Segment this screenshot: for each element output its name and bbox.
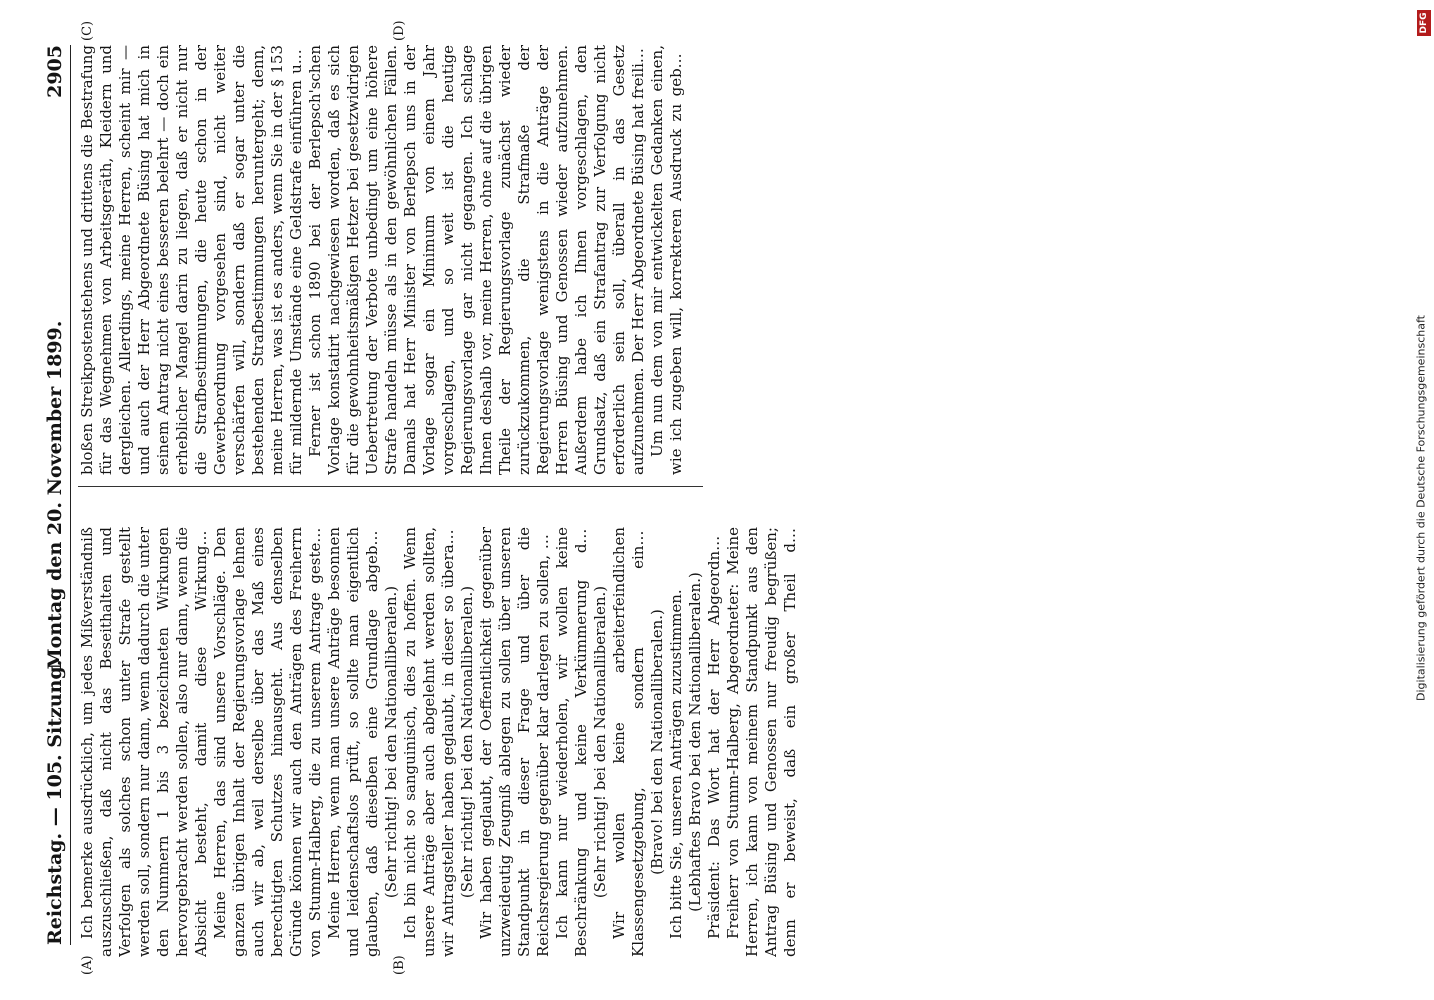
page-header [40,45,71,945]
dfg-logo-text: DFG [1419,12,1429,34]
paragraph: Meine Herren, das sind unsere Vorschläge. Den ganzen übrigen Inhalt der Regierungsvorlage lehnen auch wir ab, weil derselbe über das Maß eines berechtigten Schutzes hinausgeht. Aus denselben Gründe können wir auch den Anträgen des Freiherrn von Stumm-Halberg, die zu unserem Antrage gestellt [211,527,324,957]
paragraph: bloßen Streikpostenstehens und drittens die Bestrafung für das Wegnehmen von Arbeitsgeräth, Kleidern und dergleichen. Allerdings, meine Herren, scheint mir — und auch der Herr Abgeordnete Büsing hat mich in seinem Antrag nicht eines besseren belehrt — doch ein erheblicher Mangel darin zu liegen, daß er nicht nur die Strafbestimmungen, die heute schon in der Gewerbeordnung vorgesehen sind, nicht weiter verschärfen will, sondern daß er sogar unter die bestehenden Strafbestimmungen heruntergeht; denn, meine Herren, was ist es anders, wenn Sie in der § 153 für mildernde Umstände eine Geldstrafe einführen und [78,45,305,475]
rotated-newspaper-page [32,20,1402,975]
paragraph: Ferner ist schon 1890 bei der Berlepsch'schen Vorlage konstatirt nachgewiesen worden, daß es sich für die gewohnheitsmäßigen Hetzer bei gesetzwidrigen Uebertretung der Verbote unbedingt um eine höhere Strafe handeln müsse als in den gewöhnlichen Fällen. Damals hat Herr Minister von Berlepsch uns in der Vorlage sogar ein Minimum von einem Jahr vorgeschlagen, und so weit ist die heutige Regierungsvorlage gar nicht gegangen. Ich schlage Ihnen deshalb vor, meine Herren, ohne auf die übrigen Theile der Regierungsvorlage zunächst wieder zurückzukommen, die Strafmaße der Regierungsvorlage wenigstens in die Anträge der Herren Büsing und Genossen wieder aufzunehmen. Außerdem habe ich Ihnen vorgeschlagen, den Grundsatz, daß ein Strafantrag zur Verfolgung nicht erforderlich sein soll, überall in das Gesetz aufzunehmen. Der Herr Abgeordnete Büsing hat freilich [306,45,647,475]
dfg-logo [1417,10,1431,36]
interjection: (Bravo! bei den Nationalliberalen.) [648,609,666,875]
margin-mark-d: (D) [392,20,407,41]
paragraph: Ich bitte Sie, unseren Anträgen zuzustimmen. [667,589,685,939]
margin-mark-a: (A) [80,955,95,975]
interjection: (Sehr richtig! bei den Nationalliberalen.) [591,585,609,899]
margin-mark-b: (B) [392,955,407,975]
header-date: Montag den 20. November 1899. [44,320,66,670]
paragraph: Freiherr von Stumm-Halberg, Abgeordneter: Meine Herren, ich kann von meinem Standpunkt aus den Antrag Büsing und Genossen nur freudig begrüßen; denn er beweist, daß ein großer Theil der [724,527,799,957]
page-number: 2905 [44,45,66,98]
interjection: (Lebhaftes Bravo bei den Nationalliberalen.) [686,572,704,912]
digitization-note [1410,8,1432,992]
paragraph: Wir wollen keine arbeiterfeindlichen Klassengesetzgebung, sondern einen [610,527,647,957]
header-left: Reichstag. — 105. Sitzung. [44,659,66,945]
paragraph: Ich bemerke ausdrücklich, um jedes Mißverständniß auszuschließen, daß nicht das Beseithalten und Verfolgen als solches schon unter Strafe gestellt werden soll, sondern nur dann, wenn dadurch die unter den Nummern 1 bis 3 bezeichneten Wirkungen hervorgebracht werden sollen, also nur dann, wenn die Absicht besteht, damit diese Wirkungen [78,527,210,957]
interjection: (Sehr richtig! bei den Nationalliberalen.) [458,585,476,899]
text-column-left [78,527,799,957]
paragraph: Meine Herren, wenn man unsere Anträge besonnen und leidenschaftslos prüft, so sollte man eigentlich glauben, daß dieselben eine Grundlage abgeben [325,527,381,957]
column-divider [78,486,703,487]
interjection: (Sehr richtig! bei den Nationalliberalen.) [382,585,400,899]
text-column-right [78,45,698,475]
paragraph: Wir haben geglaubt, der Oeffentlichkeit gegenüber unzweideutig Zeugniß ablegen zu sollen über unseren Standpunkt in dieser Frage und über die Reichsregierung gegenüber klar darlegen zu sollen, bis [477,527,552,957]
president-remark: Präsident: Das Wort hat der Herr Abgeordnete [705,527,723,939]
paragraph: Um nun dem von mir entwickelten Gedanken einen, wie ich zugeben will, korrekteren Ausdruck zu geben, [648,45,685,475]
paragraph: Ich bin nicht so sanguinisch, dies zu hoffen. Wenn unsere Anträge aber auch abgelehnt werden sollten, wir Antragsteller haben geglaubt, in dieser so überaus [401,527,457,957]
digitization-note-text: Digitalisierung gefördert durch die Deutsche Forschungsgemeinschaft [1414,315,1428,701]
paragraph: Ich kann nur wiederholen, wir wollen keine Beschränkung und keine Verkümmerung des [553,527,590,957]
margin-mark-c: (C) [80,20,95,41]
